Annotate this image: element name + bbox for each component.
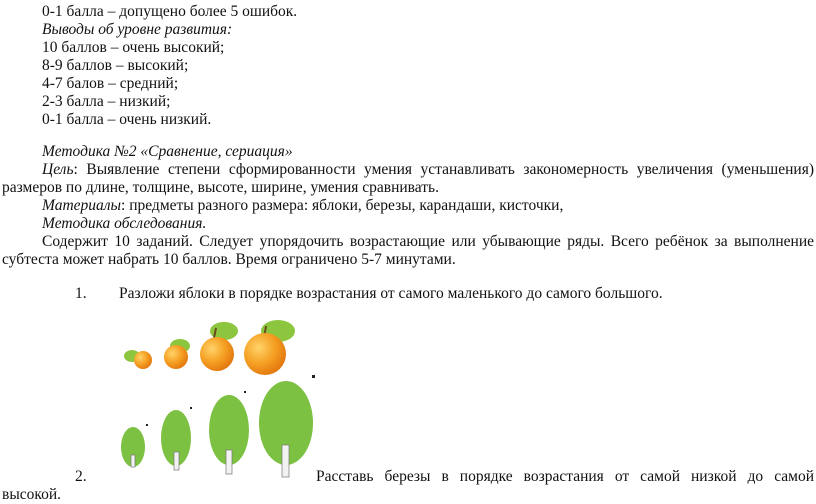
level-item: 10 баллов – очень высокий; (42, 39, 225, 56)
content-paragraph: Содержит 10 заданий. Следует упорядочить возрастающие или убывающие ряды. Всего ребёнок за выполнение субтеста может набрать 10 баллов. Время ограничено 5-7 минутами. (2, 233, 814, 268)
task-text-part: Расставь березы в порядке возрастания от самой низкой до самой (316, 468, 814, 485)
birch-icon (161, 410, 191, 470)
materials-text: : предметы разного размера: яблоки, березы, карандаши, кисточки, (121, 197, 564, 214)
scoring-line: 0-1 балла – допущено более 5 ошибок. (42, 3, 298, 20)
level-item: 2-3 балла – низкий; (42, 93, 171, 110)
task-text: Разложи яблоки в порядке возрастания от самого маленького до самого большого. (119, 285, 663, 302)
levels-heading: Выводы об уровне развития: (42, 21, 233, 38)
birch-icon (259, 381, 313, 477)
level-item: 0-1 балла – очень низкий. (42, 111, 212, 128)
dot-marker (244, 391, 246, 393)
task-number: 2. (75, 468, 87, 485)
method-title: Методика №2 «Сравнение, сериация» (42, 143, 293, 160)
level-item: 4-7 балов – средний; (42, 75, 179, 92)
birch-icon (209, 395, 249, 474)
goal-text: : Выявление степени сформированности умения устанавливать закономерность увеличения (уменьшения) размеров по длине, толщине, высоте, ширине, умения сравнивать. (2, 161, 814, 196)
task-text (316, 468, 814, 486)
birch-icon (121, 427, 145, 467)
goal-label: Цель (42, 161, 74, 178)
materials-label: Материалы (42, 197, 122, 214)
dot-marker (190, 407, 192, 409)
task-number: 1. (75, 285, 87, 302)
task-text-tail: высокой. (2, 486, 62, 503)
dot-marker (146, 424, 148, 426)
level-item: 8-9 баллов – высокий; (42, 57, 189, 74)
procedure-heading: Методика обследования. (42, 215, 207, 232)
